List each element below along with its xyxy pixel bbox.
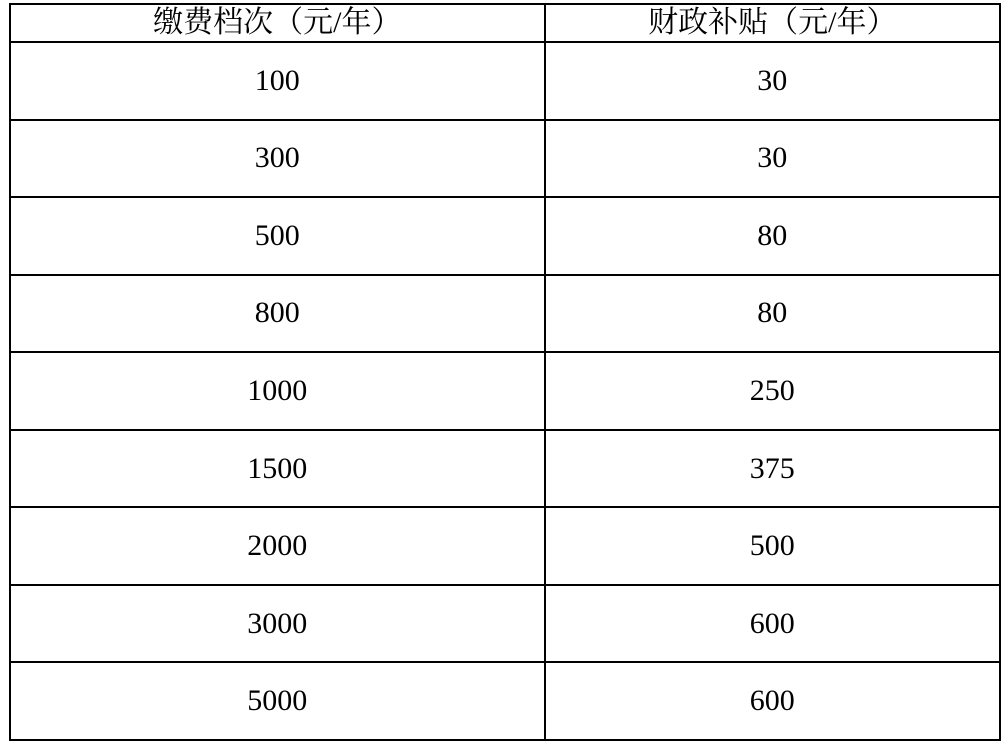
subsidy-table (9, 3, 1001, 741)
subsidy-cell: 30 (545, 42, 1000, 120)
subsidy-cell: 80 (545, 275, 1000, 353)
payment-tier-cell: 1000 (10, 352, 545, 430)
payment-tier-cell: 2000 (10, 507, 545, 585)
payment-tier-cell: 300 (10, 120, 545, 198)
payment-tier-cell: 500 (10, 197, 545, 275)
subsidy-cell: 80 (545, 197, 1000, 275)
subsidy-cell: 500 (545, 507, 1000, 585)
subsidy-cell: 375 (545, 430, 1000, 508)
subsidy-cell: 250 (545, 352, 1000, 430)
table-row (10, 275, 1000, 353)
table-row (10, 430, 1000, 508)
table-row (10, 352, 1000, 430)
subsidy-cell: 600 (545, 585, 1000, 663)
payment-tier-cell: 5000 (10, 662, 545, 740)
table-row (10, 585, 1000, 663)
table-row (10, 42, 1000, 120)
payment-tier-cell: 3000 (10, 585, 545, 663)
column-header-subsidy: 财政补贴（元/年） (545, 4, 1000, 42)
table-row (10, 197, 1000, 275)
column-header-payment-tier: 缴费档次（元/年） (10, 4, 545, 42)
table-row (10, 120, 1000, 198)
table-row (10, 662, 1000, 740)
payment-tier-cell: 800 (10, 275, 545, 353)
subsidy-cell: 30 (545, 120, 1000, 198)
header-row (10, 4, 1000, 42)
payment-tier-cell: 100 (10, 42, 545, 120)
payment-tier-cell: 1500 (10, 430, 545, 508)
table-row (10, 507, 1000, 585)
subsidy-cell: 600 (545, 662, 1000, 740)
